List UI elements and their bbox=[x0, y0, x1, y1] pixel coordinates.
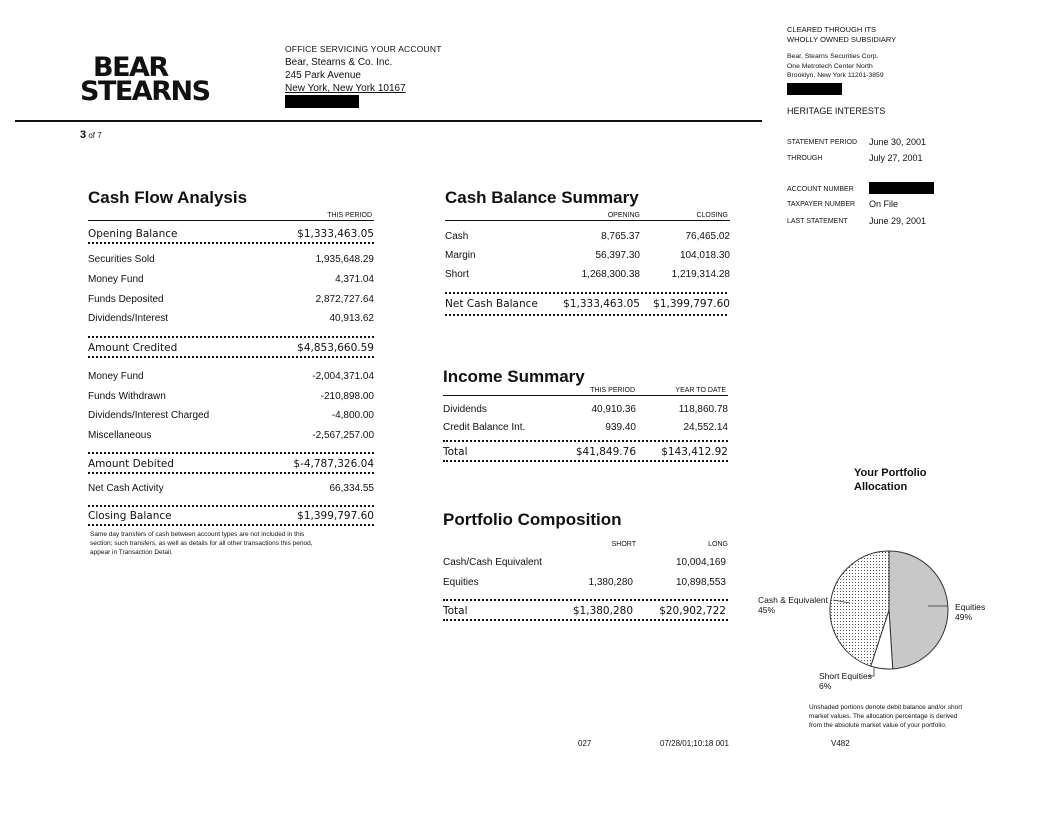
logo-line-1: BEAR bbox=[93, 52, 168, 83]
income-summary-title: Income Summary bbox=[443, 367, 585, 386]
office-street: 245 Park Avenue bbox=[285, 70, 361, 81]
divider bbox=[443, 395, 728, 396]
note-line: from the absolute market value of your portfolio. bbox=[809, 722, 947, 729]
row-value: -2,567,257.00 bbox=[312, 430, 374, 441]
redacted-account bbox=[869, 182, 934, 194]
row-label: Closing Balance bbox=[88, 510, 172, 522]
row-label: Cash/Cash Equivalent bbox=[443, 557, 542, 568]
row-label: Opening Balance bbox=[88, 228, 178, 240]
row-period: 40,910.36 bbox=[591, 404, 636, 415]
row-value: 1,935,648.29 bbox=[315, 254, 374, 265]
statement-through bbox=[787, 153, 923, 163]
header-divider bbox=[15, 120, 762, 122]
equities-label bbox=[955, 602, 985, 622]
row-value: $1,333,463.05 bbox=[297, 228, 374, 240]
note-line: Unshaded portions denote debit balance and/or short bbox=[809, 704, 963, 711]
cash-balance-title: Cash Balance Summary bbox=[445, 188, 639, 207]
short-equities-label bbox=[819, 671, 872, 691]
row-value: $-4,787,326.04 bbox=[293, 458, 374, 470]
dotted-divider bbox=[88, 452, 374, 454]
office-heading: OFFICE SERVICING YOUR ACCOUNT bbox=[285, 44, 442, 54]
col-header-long: LONG bbox=[708, 541, 728, 548]
col-header-period: THIS PERIOD bbox=[590, 387, 635, 394]
account-number bbox=[787, 186, 854, 193]
taxpayer-value: On File bbox=[869, 199, 899, 209]
note-line: section; such transfers, as well as details for all other transactions this period, bbox=[90, 540, 313, 547]
dotted-divider bbox=[88, 472, 374, 474]
clearing-street: One Metrotech Center North bbox=[787, 62, 873, 70]
row-value: $1,399,797.60 bbox=[297, 510, 374, 522]
row-value: 66,334.55 bbox=[329, 483, 374, 494]
row-label: Margin bbox=[445, 250, 476, 261]
dotted-divider bbox=[88, 524, 374, 526]
logo-line-2: STEARNS bbox=[80, 76, 210, 107]
bear-stearns-logo bbox=[80, 52, 210, 107]
clearing-line-1: CLEARED THROUGH ITS bbox=[787, 25, 877, 34]
taxpayer-number bbox=[787, 199, 899, 209]
last-statement-label: LAST STATEMENT bbox=[787, 218, 848, 225]
portfolio-composition-section bbox=[443, 510, 728, 625]
dotted-divider bbox=[88, 336, 374, 338]
clearing-info bbox=[787, 25, 896, 116]
row-value: -4,800.00 bbox=[331, 410, 374, 421]
row-period: 939.40 bbox=[605, 422, 636, 433]
row-value: 4,371.04 bbox=[335, 274, 374, 285]
page-of: of 7 bbox=[88, 131, 102, 140]
pie-label-text: Cash & Equivalent bbox=[758, 595, 828, 605]
row-opening: 56,397.30 bbox=[595, 250, 640, 261]
row-opening: 8,765.37 bbox=[601, 231, 640, 242]
dotted-divider bbox=[88, 242, 374, 244]
statement-through-label: THROUGH bbox=[787, 155, 823, 162]
row-label: Cash bbox=[445, 231, 469, 242]
note-line: Same day transfers of cash between account types are not included in this bbox=[90, 531, 305, 538]
dotted-divider bbox=[445, 314, 727, 316]
statement-period-value: June 30, 2001 bbox=[869, 137, 927, 147]
dotted-divider bbox=[88, 356, 374, 358]
pie-label-text: Short Equities bbox=[819, 671, 872, 681]
row-short: 1,380,280 bbox=[588, 577, 633, 588]
footer-code: 027 bbox=[578, 739, 592, 748]
row-period: $41,849.76 bbox=[575, 446, 636, 458]
clearing-corp: Bear, Stearns Securities Corp. bbox=[787, 53, 879, 60]
divider bbox=[88, 220, 374, 221]
row-label: Funds Deposited bbox=[88, 294, 164, 305]
row-long: 10,898,553 bbox=[675, 577, 726, 588]
cash-flow-title: Cash Flow Analysis bbox=[88, 188, 248, 207]
row-label: Short bbox=[445, 269, 469, 280]
dotted-divider bbox=[443, 440, 728, 442]
redacted-block bbox=[285, 95, 359, 108]
row-label: Net Cash Activity bbox=[88, 483, 164, 494]
row-closing: 76,465.02 bbox=[685, 231, 730, 242]
row-ytd: $143,412.92 bbox=[661, 446, 728, 458]
row-closing: 1,219,314.28 bbox=[671, 269, 730, 280]
row-ytd: 24,552.14 bbox=[683, 422, 728, 433]
taxpayer-label: TAXPAYER NUMBER bbox=[787, 201, 856, 208]
account-name: HERITAGE INTERESTS bbox=[787, 105, 886, 116]
cash-flow-col-header: THIS PERIOD bbox=[327, 212, 372, 219]
col-header-ytd: YEAR TO DATE bbox=[675, 387, 726, 394]
account-number-label: ACCOUNT NUMBER bbox=[787, 186, 854, 193]
row-label: Dividends/Interest Charged bbox=[88, 410, 210, 421]
allocation-title-line: Your Portfolio bbox=[854, 467, 927, 479]
row-label: Total bbox=[443, 605, 468, 617]
row-label: Amount Debited bbox=[88, 458, 174, 470]
allocation-title bbox=[854, 466, 927, 494]
last-statement bbox=[787, 216, 927, 226]
statement-period-label: STATEMENT PERIOD bbox=[787, 139, 858, 146]
col-header-short: SHORT bbox=[611, 541, 636, 548]
redacted-block bbox=[787, 83, 842, 95]
row-ytd: 118,860.78 bbox=[678, 404, 728, 415]
portfolio-composition-title: Portfolio Composition bbox=[443, 510, 622, 529]
row-value: $4,853,660.59 bbox=[297, 342, 374, 354]
row-label: Money Fund bbox=[88, 371, 144, 382]
row-label: Total bbox=[443, 446, 468, 458]
income-summary-section bbox=[443, 367, 728, 462]
row-value: 40,913.62 bbox=[329, 313, 374, 324]
cash-flow-note bbox=[90, 530, 380, 557]
row-label: Securities Sold bbox=[88, 254, 155, 265]
row-long: $20,902,722 bbox=[659, 605, 726, 617]
cash-flow-section bbox=[88, 188, 374, 568]
office-city: New York, New York 10167 bbox=[285, 83, 406, 94]
clearing-city: Brooklyn, New York 11201-3859 bbox=[787, 72, 884, 79]
pie-label-pct: 45% bbox=[758, 605, 776, 615]
pie-label-text: Equities bbox=[955, 602, 986, 612]
page-number bbox=[80, 129, 102, 141]
footer-timestamp: 07/28/01;10:18 001 bbox=[660, 739, 729, 748]
clearing-line-2: WHOLLY OWNED SUBSIDIARY bbox=[787, 35, 897, 44]
cash-equivalent-label bbox=[758, 595, 828, 615]
row-label: Funds Withdrawn bbox=[88, 391, 166, 402]
note-line: appear in Transaction Detail. bbox=[90, 549, 173, 556]
statement-through-value: July 27, 2001 bbox=[869, 153, 923, 163]
dotted-divider bbox=[443, 599, 728, 601]
allocation-note bbox=[809, 703, 994, 730]
row-label: Miscellaneous bbox=[88, 430, 152, 441]
pie-label-pct: 6% bbox=[819, 681, 832, 691]
page-current: 3 bbox=[80, 129, 87, 141]
divider bbox=[445, 220, 730, 221]
row-opening: $1,333,463.05 bbox=[563, 298, 640, 310]
pie-slice-equities bbox=[889, 551, 948, 669]
row-value: 2,872,727.64 bbox=[315, 294, 374, 305]
allocation-title-line: Allocation bbox=[854, 481, 908, 493]
note-line: market values. The allocation percentage is derived bbox=[809, 713, 958, 720]
dotted-divider bbox=[443, 460, 728, 462]
row-label: Dividends bbox=[443, 404, 487, 415]
dotted-divider bbox=[88, 505, 374, 507]
cash-balance-section bbox=[445, 188, 730, 323]
row-label: Dividends/Interest bbox=[88, 313, 169, 324]
row-short: $1,380,280 bbox=[572, 605, 633, 617]
office-name: Bear, Stearns & Co. Inc. bbox=[285, 57, 393, 68]
last-statement-value: June 29, 2001 bbox=[869, 216, 927, 226]
dotted-divider bbox=[445, 292, 727, 294]
row-label: Money Fund bbox=[88, 274, 144, 285]
allocation-pie-chart bbox=[750, 540, 1050, 700]
row-value: -2,004,371.04 bbox=[312, 371, 374, 382]
col-header-closing: CLOSING bbox=[696, 212, 728, 219]
col-header-opening: OPENING bbox=[607, 212, 640, 219]
row-label: Amount Credited bbox=[88, 342, 178, 354]
row-opening: 1,268,300.38 bbox=[581, 269, 640, 280]
row-closing: $1,399,797.60 bbox=[653, 298, 730, 310]
row-long: 10,004,169 bbox=[675, 557, 726, 568]
row-label: Credit Balance Int. bbox=[443, 422, 526, 433]
row-label: Equities bbox=[443, 577, 479, 588]
dotted-divider bbox=[443, 619, 728, 621]
row-label: Net Cash Balance bbox=[445, 298, 538, 310]
row-closing: 104,018.30 bbox=[679, 250, 730, 261]
footer-form: V482 bbox=[831, 739, 850, 748]
statement-period bbox=[787, 137, 927, 147]
row-value: -210,898.00 bbox=[320, 391, 374, 402]
pie-label-pct: 49% bbox=[955, 612, 973, 622]
office-address bbox=[285, 43, 442, 112]
